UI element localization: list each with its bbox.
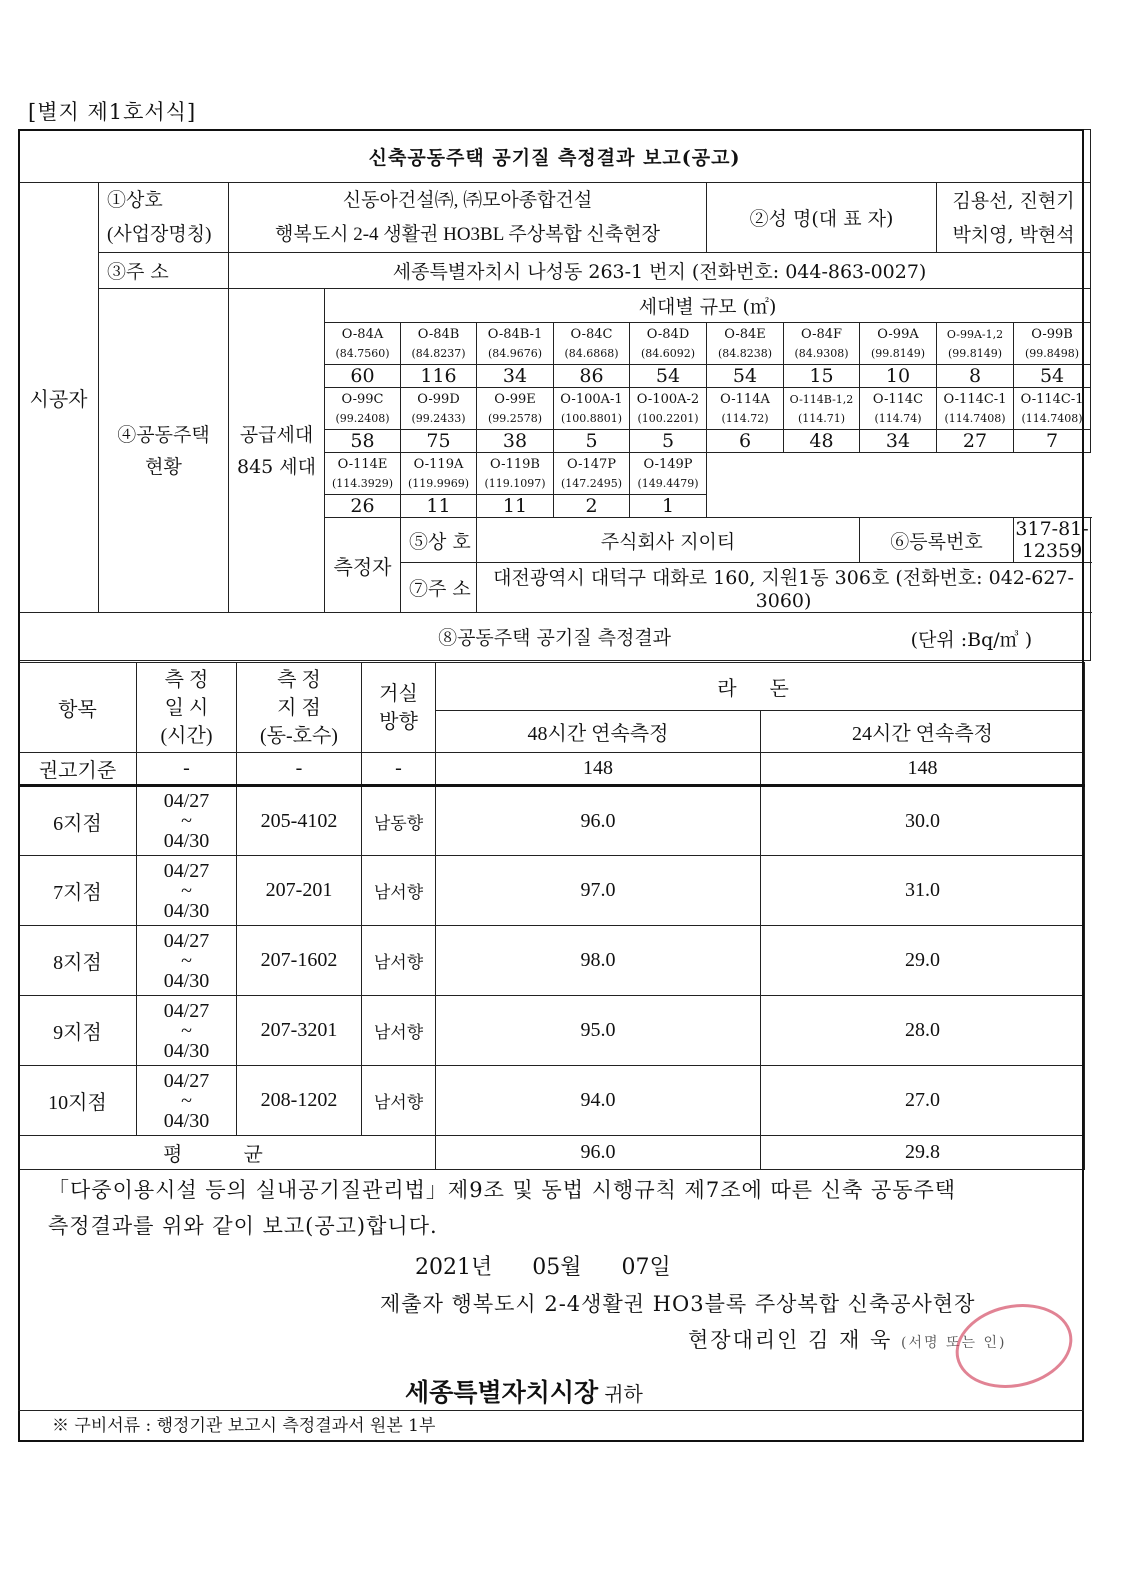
measure-period: 04/27 ~ 04/30 — [137, 926, 237, 996]
builder-section-label: 시공자 — [19, 183, 99, 613]
unit-type-cell: O-114C (114.74) — [860, 388, 937, 430]
living-direction: 남서향 — [362, 1066, 436, 1136]
standard-row: 권고기준 - - - 148 148 — [19, 753, 1085, 786]
col-24h: 24시간 연속측정 — [761, 711, 1085, 753]
measure-period: 04/27 ~ 04/30 — [137, 856, 237, 926]
col-item: 항목 — [19, 663, 137, 753]
living-direction: 남서향 — [362, 996, 436, 1066]
unit-count-cell: 54 — [1014, 365, 1091, 388]
unit-type-cell: O-84A (84.7560) — [325, 323, 401, 365]
living-direction: 남서향 — [362, 856, 436, 926]
builder-name: 신동아건설㈜, ㈜모아종합건설 행복도시 2-4 생활권 HO3BL 주상복합 신축현장 — [229, 183, 707, 253]
builder-representatives: 김용선, 진현기 박치영, 박현석 — [937, 183, 1091, 253]
supply-units: 공급세대 845 세대 — [229, 289, 325, 613]
measurer-name: 주식회사 지이티 — [477, 518, 860, 563]
unit-type-cell: O-99A (99.8149) — [860, 323, 937, 365]
point-label: 9지점 — [19, 996, 137, 1066]
value-24h: 27.0 — [761, 1066, 1085, 1136]
unit-type-cell: O-84C (84.6868) — [554, 323, 630, 365]
unit-count-cell: 8 — [937, 365, 1014, 388]
unit-count-cell: 6 — [707, 430, 784, 453]
value-48h: 95.0 — [436, 996, 761, 1066]
unit-number: 207-3201 — [237, 996, 362, 1066]
unit-count-cell: 54 — [707, 365, 784, 388]
value-24h: 30.0 — [761, 786, 1085, 856]
unit-count-cell: 11 — [477, 495, 554, 518]
unit-count-cell: 60 — [325, 365, 401, 388]
addressee: 세종특별자치시장 귀하 — [405, 1378, 643, 1407]
submitter: 제출자 행복도시 2-4생활권 HO3블록 주상복합 신축공사현장 — [380, 1292, 976, 1316]
unit-count-cell: 15 — [784, 365, 860, 388]
col-point: 측 정 지 점 (동-호수) — [237, 663, 362, 753]
unit-count-cell: 58 — [325, 430, 401, 453]
point-label: 6지점 — [19, 786, 137, 856]
unit-count-cell: 11 — [401, 495, 477, 518]
report-date: 2021년 05월 07일 — [415, 1255, 671, 1280]
housing-status-label: ④공동주택 현황 — [99, 289, 229, 613]
value-48h: 97.0 — [436, 856, 761, 926]
unit-count-cell: 75 — [401, 430, 477, 453]
value-24h: 31.0 — [761, 856, 1085, 926]
unit-type-cell: O-84F (84.9308) — [784, 323, 860, 365]
unit-count-cell: 5 — [630, 430, 707, 453]
value-48h: 94.0 — [436, 1066, 761, 1136]
measurer-name-label: ⑤상 호 — [401, 518, 477, 563]
value-48h: 98.0 — [436, 926, 761, 996]
sign-note: (서명 또는 인) — [901, 1335, 1007, 1351]
average-row: 평 균 96.0 29.8 — [19, 1136, 1085, 1170]
unit-type-cell: O-114B-1,2 (114.71) — [784, 388, 860, 430]
unit-count-cell: 1 — [630, 495, 707, 518]
unit-type-cell: O-114E (114.3929) — [325, 453, 401, 495]
unit-count-cell: 10 — [860, 365, 937, 388]
document-frame — [18, 129, 1084, 1442]
unit-number: 207-1602 — [237, 926, 362, 996]
unit-type-cell: O-147P (147.2495) — [554, 453, 630, 495]
unit-type-cell: O-99B (99.8498) — [1014, 323, 1091, 365]
attachment-note: ※ 구비서류 : 행정기관 보고시 측정결과서 원본 1부 — [18, 1410, 1084, 1442]
unit-count-cell: 34 — [860, 430, 937, 453]
unit-number: 205-4102 — [237, 786, 362, 856]
measurer-address: 대전광역시 대덕구 대화로 160, 지원1동 306호 (전화번호: 042-627-3060) — [477, 563, 1091, 613]
measure-period: 04/27 ~ 04/30 — [137, 786, 237, 856]
unit-size-header: 세대별 규모 (㎡) — [325, 289, 1091, 323]
registration-label: ⑥등록번호 — [860, 518, 1014, 563]
point-label: 8지점 — [19, 926, 137, 996]
unit-count-cell: 116 — [401, 365, 477, 388]
col-direction: 거실 방향 — [362, 663, 436, 753]
measure-period: 04/27 ~ 04/30 — [137, 1066, 237, 1136]
site-representative: 현장대리인 김 재 욱 (서명 또는 인) — [688, 1328, 1007, 1352]
col-date: 측 정 일 시 (시간) — [137, 663, 237, 753]
unit-type-cell: O-114C-1 (114.7408) — [937, 388, 1014, 430]
unit-type-cell: O-99E (99.2578) — [477, 388, 554, 430]
unit-type-cell: O-149P (149.4479) — [630, 453, 707, 495]
unit-count-cell: 7 — [1014, 430, 1091, 453]
measure-period: 04/27 ~ 04/30 — [137, 996, 237, 1066]
point-label: 7지점 — [19, 856, 137, 926]
unit-type-cell: O-99A-1,2 (99.8149) — [937, 323, 1014, 365]
value-24h: 29.0 — [761, 926, 1085, 996]
unit-type-cell: O-84E (84.8238) — [707, 323, 784, 365]
unit-type-cell: O-114A (114.72) — [707, 388, 784, 430]
registration-number: 317-81-12359 — [1015, 518, 1089, 562]
unit-type-cell: O-119B (119.1097) — [477, 453, 554, 495]
unit-count-cell: 2 — [554, 495, 630, 518]
value-48h: 96.0 — [436, 786, 761, 856]
builder-address-label: ③주 소 — [99, 253, 229, 289]
unit-type-cell: O-100A-1 (100.8801) — [554, 388, 630, 430]
col-radon: 라 돈 — [436, 663, 1085, 711]
statement: 「다중이용시설 등의 실내공기질관리법」제9조 및 동법 시행규칙 제7조에 따른 신축 공동주택 측정결과를 위와 같이 보고(공고)합니다. — [48, 1178, 957, 1238]
builder-name-label: ①상호 (사업장명칭) — [99, 183, 229, 253]
unit-count-cell: 5 — [554, 430, 630, 453]
unit-type-cell: O-84B (84.8237) — [401, 323, 477, 365]
measurer-section-label: 측정자 — [325, 518, 401, 613]
unit-type-cell: O-84D (84.6092) — [630, 323, 707, 365]
col-48h: 48시간 연속측정 — [436, 711, 761, 753]
unit-type-cell: O-100A-2 (100.2201) — [630, 388, 707, 430]
measurer-address-label: ⑦주 소 — [401, 563, 477, 613]
unit-type-cell: O-99D (99.2433) — [401, 388, 477, 430]
value-24h: 28.0 — [761, 996, 1085, 1066]
living-direction: 남서향 — [362, 926, 436, 996]
unit-number: 208-1202 — [237, 1066, 362, 1136]
representative-label: ②성 명(대 표 자) — [707, 183, 937, 253]
form-label: [별지 제1호서식] — [28, 100, 197, 124]
unit-count-cell: 27 — [937, 430, 1014, 453]
unit-count-cell: 26 — [325, 495, 401, 518]
unit-count-cell: 86 — [554, 365, 630, 388]
point-label: 10지점 — [19, 1066, 137, 1136]
unit-count-cell: 34 — [477, 365, 554, 388]
page-title: 신축공동주택 공기질 측정결과 보고(공고) — [19, 130, 1091, 183]
unit-type-cell: O-84B-1 (84.9676) — [477, 323, 554, 365]
unit-count-cell: 38 — [477, 430, 554, 453]
unit-label: (단위 :Bq/㎥ ) — [910, 629, 1033, 651]
unit-count-cell: 48 — [784, 430, 860, 453]
builder-address: 세종특별자치시 나성동 263-1 번지 (전화번호: 044-863-0027) — [229, 253, 1091, 289]
unit-count-cell: 54 — [630, 365, 707, 388]
unit-type-cell: O-114C-1 (114.7408) — [1014, 388, 1091, 430]
unit-type-cell: O-99C (99.2408) — [325, 388, 401, 430]
unit-number: 207-201 — [237, 856, 362, 926]
living-direction: 남동향 — [362, 786, 436, 856]
unit-type-cell: O-119A (119.9969) — [401, 453, 477, 495]
results-title: ⑧공동주택 공기질 측정결과 — [438, 627, 672, 649]
